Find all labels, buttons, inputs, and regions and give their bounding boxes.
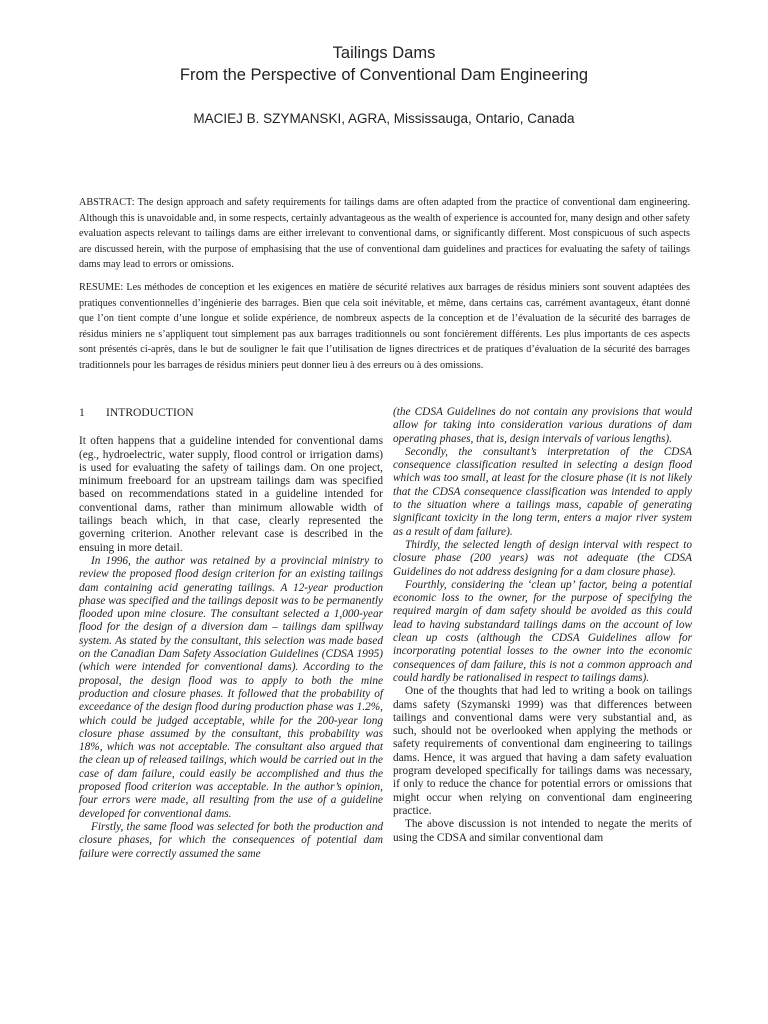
paragraph: Firstly, the same flood was selected for both the production and closure phases, for which the consequences of potential dam failure were correctly assumed the same xyxy=(79,820,383,860)
paragraph: In 1996, the author was retained by a provincial ministry to review the proposed flood design criterion for an existing tailings dam containing acid generating tailings. A 12-year production phase was specified and the tailings deposit was to be permanently flooded upon mine closure. The consultant selected a 1,000-year flood for the design of a diversion dam – tailings dam spillway system. As stated by the consultant, this selection was made based on the Canadian Dam Safety Association Guidelines (CDSA 1995) (which were intended for conventional dams). According to the proposal, the design flood was to apply to both the mine production and closure phases. It followed that the probability of exceedance of the design flood during production phase was 1.2%, which could be judged acceptable, while for the 200-year long closure phase assumed by the consultant, this probability was 18%, which was not acceptable. The consultant also argued that the clean up of released tailings, which would be carried out in the case of dam failure, could easily be accomplished and thus the proposed flood criterion was acceptable. In the author’s opinion, four errors were made, all resulting from the use of a guideline developed for conventional dams. xyxy=(79,554,383,820)
paragraph: Thirdly, the selected length of design interval with respect to closure phase (200 years) was not adequate (the CDSA Guidelines do not address designing for a dam closure phase). xyxy=(393,538,692,578)
section-title: INTRODUCTION xyxy=(106,406,194,419)
paragraph: (the CDSA Guidelines do not contain any provisions that would allow for taking into consideration various durations of dam operating phases, that is, design intervals of various lengths). xyxy=(393,406,692,445)
paragraph: Fourthly, considering the ‘clean up’ factor, being a potential economic loss to the owner, for the purpose of specifying the required margin of dam safety should be avoided as this could lead to having substandard tailings dams on the account of low clean up costs (although the CDSA Guidelines allow for incorporating potential losses to the owner into the economic consequences of dam failure, this is not a common approach and could hardly be rationalised in respect to tailings dams). xyxy=(393,578,692,684)
section-number: 1 xyxy=(79,406,85,419)
left-column xyxy=(79,406,383,861)
paragraph: The above discussion is not intended to negate the merits of using the CDSA and similar conventional dam xyxy=(393,818,692,844)
resume: RESUME: Les méthodes de conception et les exigences en matière de sécurité relatives aux barrages de résidus miniers sont souvent adaptées des pratiques conventionnelles d’ingénierie des barrages. Bien que cela soit inévitable, et même, dans certains cas, carrément avantageux, étant donné que l’on tient compte d’une longue et solide expérience, de nombreux aspects de la conception et de l’évaluation de la sécurité des barrages de résidus miniers ne s’appliquent tout simplement pas aux barrages traditionnels ou sont foncièrement différents. Les plus importants de ces aspects sont présentés ci-après, dans le but de souligner le fait que l’utilisation de lignes directrices et de pratiques d’évaluation de la sécurité des barrages traditionnels pour les barrages de résidus miniers peut donner lieu à des erreurs ou à des omissions. xyxy=(79,282,690,371)
abstract: ABSTRACT: The design approach and safety requirements for tailings dams are often adapted from the practice of conventional dam engineering. Although this is unavoidable and, in some respects, certainly advantageous as the wealth of experience is accounted for, many design and other safety evaluation aspects relevant to tailings dams are either irrelevant to conventional dams, or significantly different. Most conspicuous of such aspects are discussed herein, with the purpose of emphasising that the use of conventional dam guidelines and practices for evaluating the safety of tailings dams may lead to errors or omissions. xyxy=(79,197,690,270)
paragraph: One of the thoughts that had led to writing a book on tailings dams safety (Szymanski 1999) was that differences between tailings and conventional dams were very substantial and, as such, should not be overlooked when applying the methods or safety requirements of conventional dam engineering to tailings dams. Hence, it was argued that having a dam safety evaluation program developed specifically for tailings dams was necessary, if only to reduce the chance for potential errors or omissions that might occur when relying on conventional dam engineering practice. xyxy=(393,685,692,817)
paper-title: Tailings Dams xyxy=(332,44,436,62)
author-line: MACIEJ B. SZYMANSKI, AGRA, Mississauga, Ontario, Canada xyxy=(193,111,575,126)
paper-subtitle: From the Perspective of Conventional Dam Engineering xyxy=(179,66,589,84)
right-column xyxy=(393,406,692,845)
paragraph: Secondly, the consultant’s interpretation of the CDSA consequence classification resulted in selecting a design flood which was too small, at least for the closure phase (it is not likely that the CDSA consequence classification was intended to apply to the situation where a tailings mass, capable of generating significant toxicity in the long term, enters a major river system as a result of dam failure). xyxy=(393,445,692,538)
paragraph: It often happens that a guideline intended for conventional dams (eg., hydroelectric, water supply, flood control or irrigation dams) is used for evaluating the safety of tailings dam. On one project, minimum freeboard for an upstream tailings dam was specified based on recommendations stated in a guideline intended for conventional dams, rather than minimum allowable width of tailings beach which, in that case, clearly represented the governing criterion. Another relevant case is described in the ensuing in more detail. xyxy=(79,435,383,554)
section-heading xyxy=(79,406,383,419)
